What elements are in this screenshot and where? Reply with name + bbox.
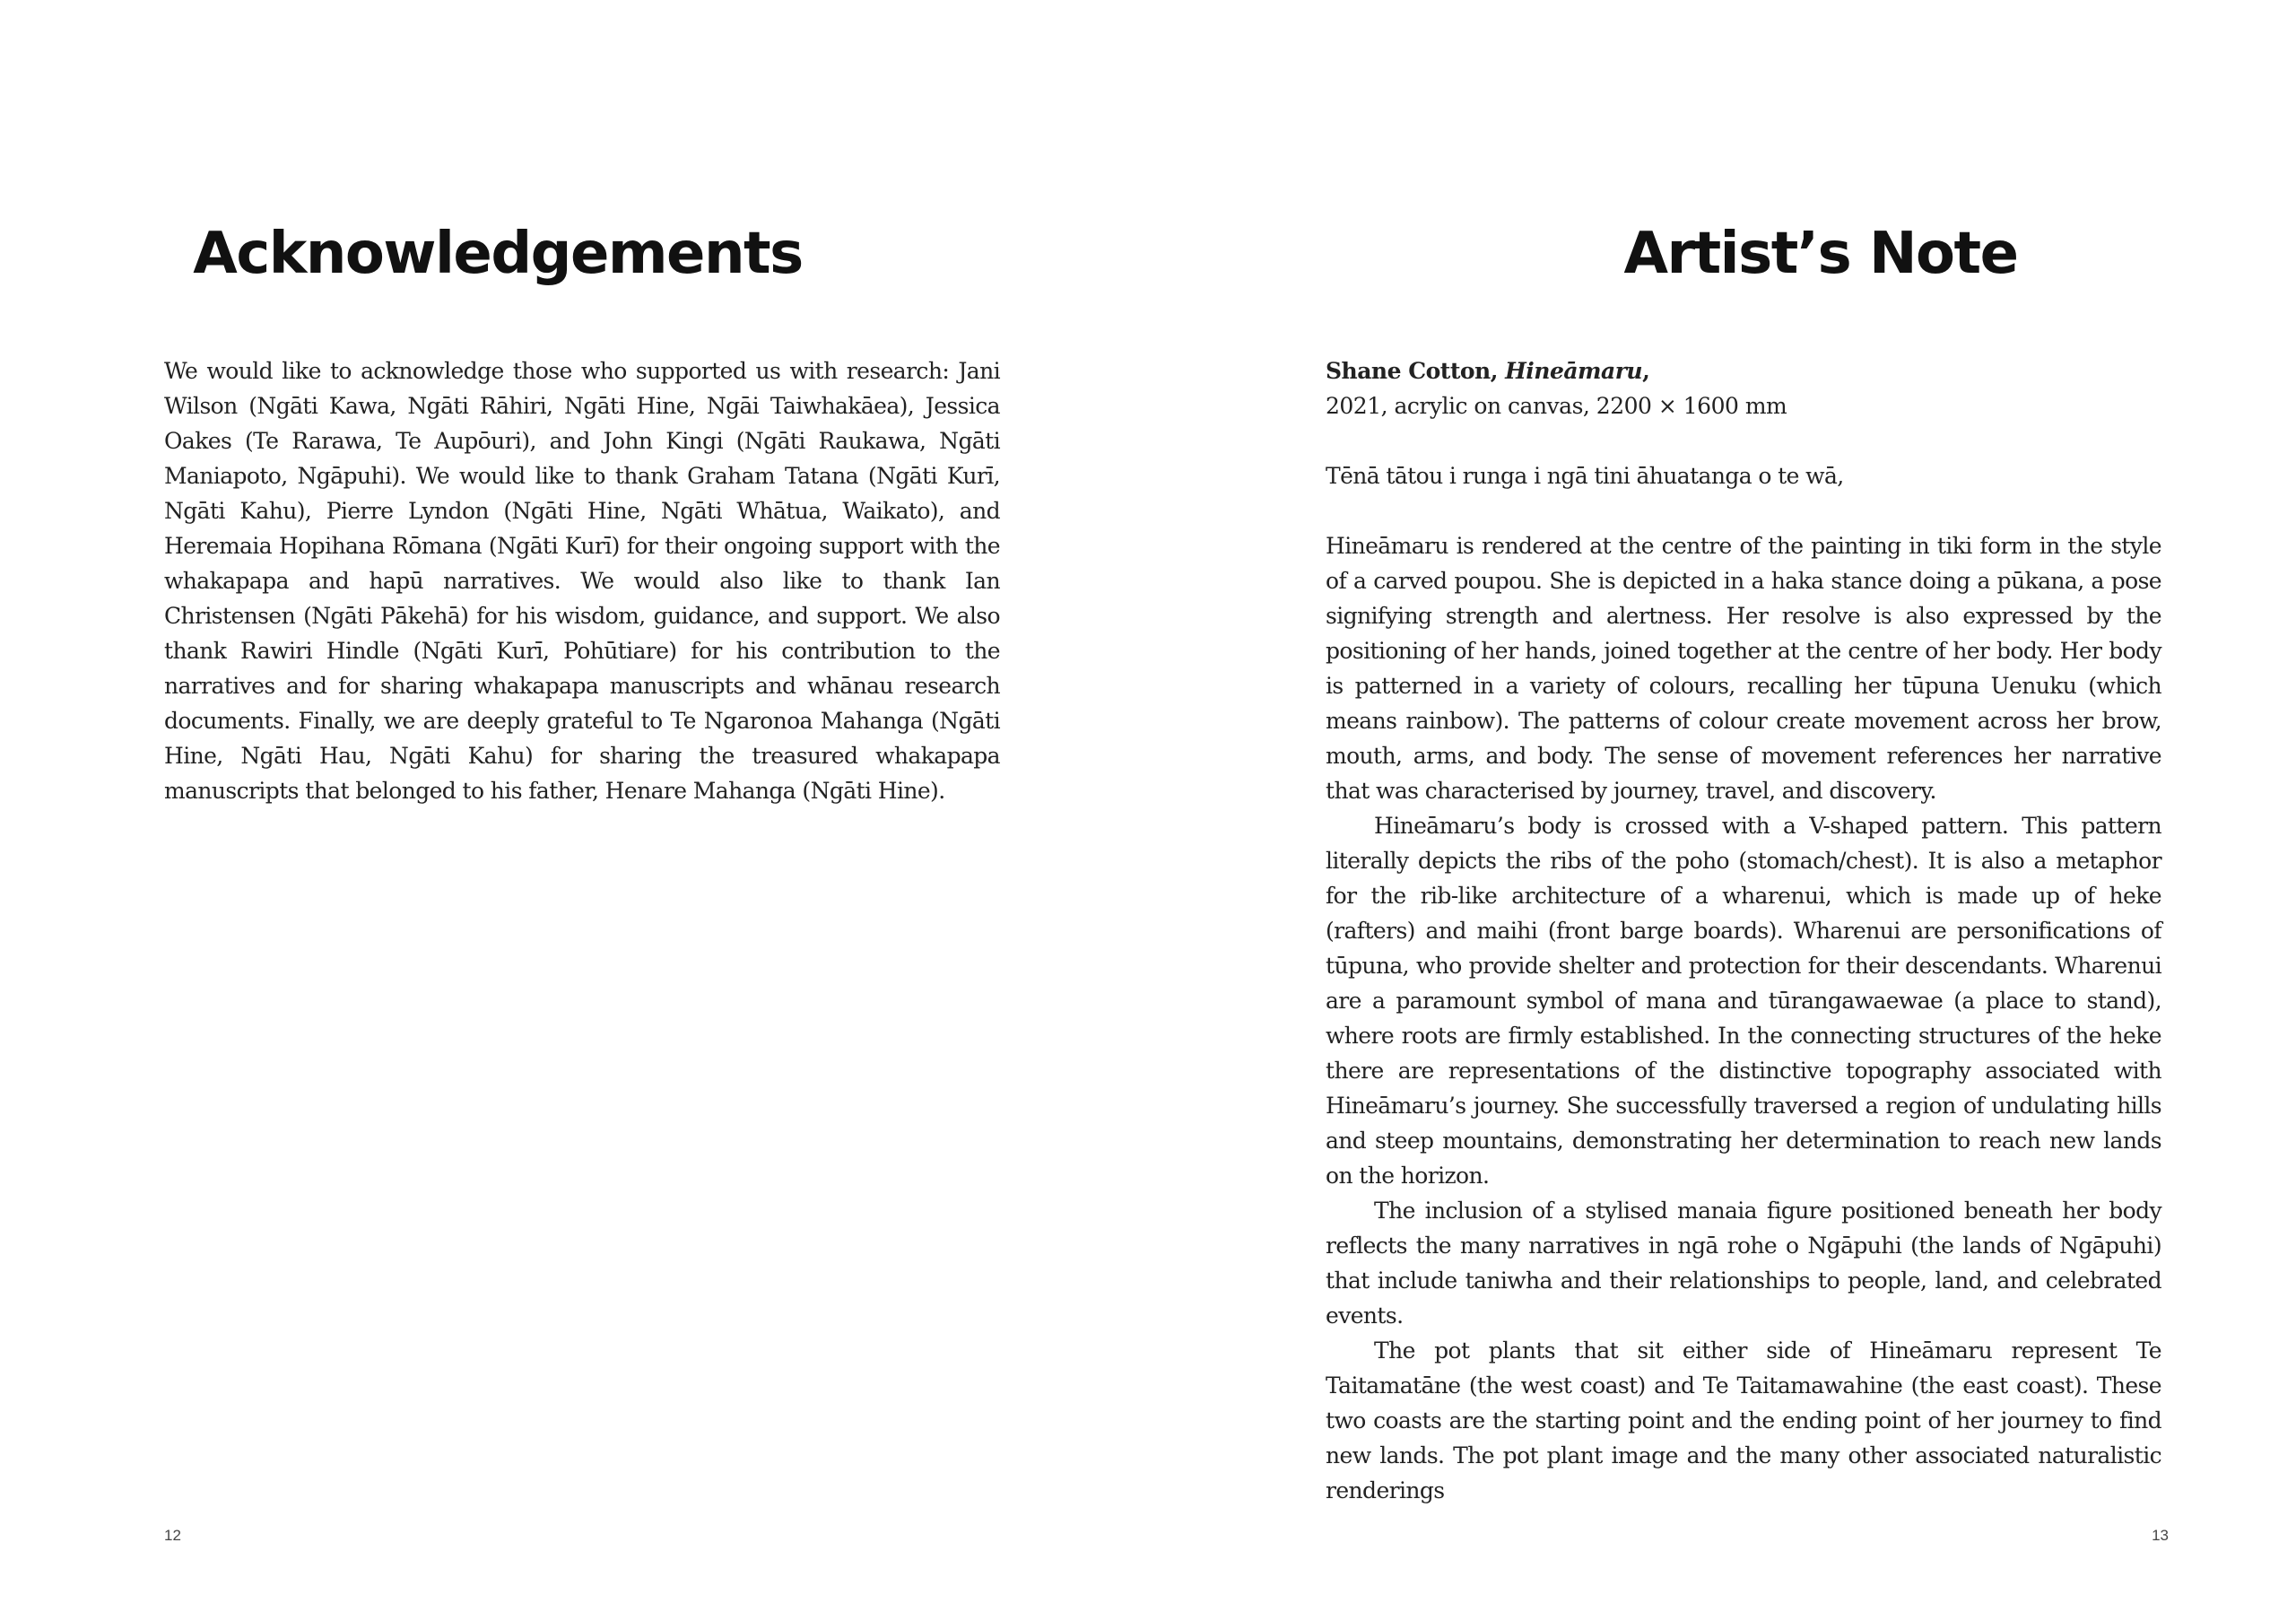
greeting: Tēnā tātou i runga i ngā tini āhuatanga o te wā, [1326, 463, 1844, 489]
paragraph-2: Hineāmaru’s body is crossed with a V-shaped pattern. This pattern literally depicts the ribs of the poho (stomach/chest). It is also a metaphor for the rib-like architecture of a wharenui, which is made up of heke (rafters) and maihi (front barge boards). Wharenui are personifications of tūpuna, who provide shelter and protection for their descendants. Wharenui are a paramount symbol of mana and tūrangawaewae (a place to stand), where roots are firmly established. In the connecting structures of the heke there are representations of the distinctive topography associated with Hineāmaru’s journey. She successfully traversed a region of undulating hills and steep mountains, demonstrating her determination to reach new lands on the horizon. [1326, 813, 2161, 1189]
right-page [1148, 0, 2296, 1621]
acknowledgements-heading: Acknowledgements [193, 221, 803, 287]
paragraph-1: Hineāmaru is rendered at the centre of the painting in tiki form in the style of a carved poupou. She is depicted in a haka stance doing a pūkana, a pose signifying strength and alertness. Her resolve is also expressed by the positioning of her hands, joined together at the centre of her body. Her body is patterned in a variety of colours, recalling her tūpuna Uenuku (which means rainbow). The patterns of colour create movement across her brow, mouth, arms, and body. The sense of movement references her narrative that was characterised by journey, travel, and discovery. [1326, 533, 2161, 804]
artists-note-content [1326, 353, 2161, 1508]
artwork-credit [1326, 353, 2161, 388]
spacer [1326, 493, 2161, 528]
credit-artist: Shane Cotton, [1326, 358, 1506, 384]
paragraph-3: The inclusion of a stylised manaia figure positioned beneath her body reflects the many narratives in ngā rohe o Ngāpuhi (the lands of Ngāpuhi) that include taniwha and their relationships to people, land, and celebrated events. [1326, 1198, 2161, 1329]
credit-title: Hineāmaru [1505, 358, 1643, 384]
acknowledgements-body: We would like to acknowledge those who supported us with research: Jani Wilson (Ngāti Kawa, Ngāti Rāhiri, Ngāti Hine, Ngāi Taiwhakāea), Jessica Oakes (Te Rarawa, Te Aupōuri), and John Kingi (Ngāti Raukawa, Ngāti Maniapoto, Ngāpuhi). We would like to thank Graham Tatana (Ngāti Kurī, Ngāti Kahu), Pierre Lyndon (Ngāti Hine, Ngāti Whātua, Waikato), and Heremaia Hopihana Rōmana (Ngāti Kurī) for their ongoing support with the whakapapa and hapū narratives. We would also like to thank Ian Christensen (Ngāti Pākehā) for his wisdom, guidance, and support. We also thank Rawiri Hindle (Ngāti Kurī, Pohūtiare) for his contribution to the narratives and for sharing whakapapa manuscripts and whānau research documents. Finally, we are deeply grateful to Te Ngaronoa Mahanga (Ngāti Hine, Ngāti Hau, Ngāti Kahu) for sharing the treasured whakapapa manuscripts that belonged to his father, Henare Mahanga (Ngāti Hine). [164, 358, 1000, 804]
artists-note-heading: Artist’s Note [1623, 221, 2018, 287]
page-number-right: 13 [2152, 1527, 2169, 1544]
spacer [1326, 423, 2161, 458]
artwork-details: 2021, acrylic on canvas, 2200 × 1600 mm [1326, 393, 1787, 419]
credit-comma: , [1642, 358, 1650, 384]
page-number-left: 12 [164, 1527, 181, 1544]
paragraph-4: The pot plants that sit either side of Hineāmaru represent Te Taitamatāne (the west coast) and Te Taitamawahine (the east coast). These two coasts are the starting point and the ending point of her journey to find new lands. The pot plant image and the many other associated naturalistic renderings [1326, 1338, 2161, 1503]
